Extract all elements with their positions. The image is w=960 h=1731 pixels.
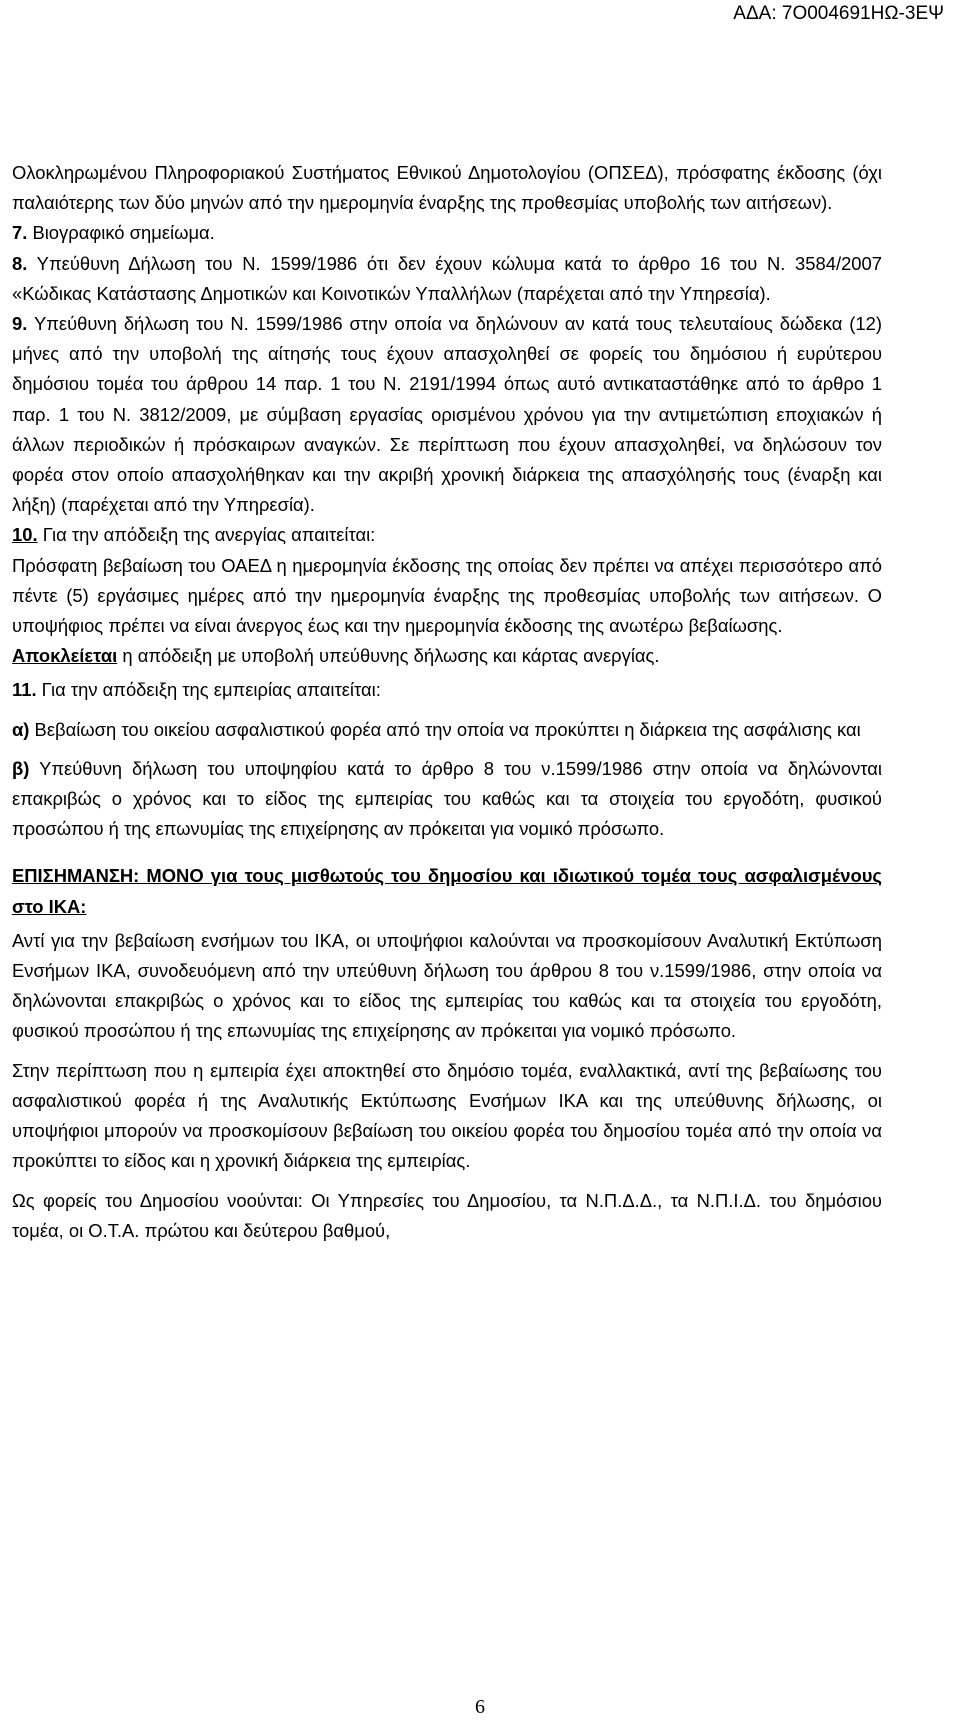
- item-number: 7.: [12, 222, 28, 244]
- paragraph-text: Ως φορείς του Δημοσίου νοούνται: Οι Υπηρεσίες του Δημοσίου, τα Ν.Π.Δ.Δ., τα Ν.Π.Ι.Δ. του δημόσιου τομέα, οι Ο.Τ.Α. πρώτου και δεύτερου βαθμού,: [12, 1189, 882, 1241]
- paragraph: [12, 926, 882, 1047]
- document-id: ΑΔΑ: 7Ο004691ΗΩ-3ΕΨ: [733, 3, 944, 24]
- item-number: 10.: [12, 524, 38, 546]
- item-number: 8.: [12, 252, 28, 274]
- item-text: Για την απόδειξη της εμπειρίας απαιτείται:: [36, 679, 381, 701]
- paragraph-text: Ολοκληρωμένου Πληροφοριακού Συστήματος Εθνικού Δημοτολογίου (ΟΠΣΕΔ), πρόσφατης έκδοσης (όχι παλαιότερης των δύο μηνών από την ημερομηνία έναρξης της προθεσμίας υποβολής των αιτήσεων).: [12, 162, 882, 214]
- item-number: 11.: [12, 679, 37, 701]
- paragraph: [12, 158, 882, 218]
- list-item-9: [12, 309, 882, 520]
- item-text: Για την απόδειξη της ανεργίας απαιτείται:: [37, 524, 376, 546]
- paragraph-text: η απόδειξη με υποβολή υπεύθυνης δήλωσης και κάρτας ανεργίας.: [117, 645, 660, 667]
- paragraph: [12, 1186, 882, 1246]
- emphasis-lead: Αποκλείεται: [12, 645, 118, 667]
- notice-heading: [12, 861, 882, 921]
- item-number: 9.: [12, 313, 28, 335]
- item-text: Υπεύθυνη δήλωση του υποψηφίου κατά το άρθρο 8 του ν.1599/1986 στην οποία να δηλώνονται επακριβώς ο χρόνος και το είδος της εμπειρίας του καθώς και τα στοιχεία του εργοδότη, φυσικού προσώπου ή της επωνυμίας της επιχείρησης αν πρόκειται για νομικό πρόσωπο.: [12, 757, 882, 840]
- paragraph: [12, 641, 882, 671]
- paragraph: [12, 1056, 882, 1177]
- notice-heading-text: ΕΠΙΣΗΜΑΝΣΗ: ΜΟΝΟ για τους μισθωτούς του δημοσίου και ιδιωτικού τομέα τους ασφαλισμένους στο ΙΚΑ:: [12, 865, 882, 917]
- item-number: β): [12, 757, 30, 779]
- page-number: 6: [475, 1696, 485, 1718]
- item-text: Υπεύθυνη Δήλωση του Ν. 1599/1986 ότι δεν έχουν κώλυμα κατά το άρθρο 16 του Ν. 3584/2007 «Κώδικας Κατάστασης Δημοτικών και Κοινοτικών Υπαλλήλων (παρέχεται από την Υπηρεσία).: [12, 252, 882, 304]
- list-item-8: [12, 249, 882, 309]
- item-text: Υπεύθυνη δήλωση του Ν. 1599/1986 στην οποία να δηλώνουν αν κατά τους τελευταίους δώδεκα (12) μήνες από την υποβολή της αίτησής τους έχουν απασχοληθεί σε φορείς του δημόσιου ή ευρύτερου δημόσιου τομέα του άρθρου 14 παρ. 1 του Ν. 2191/1994 όπως αυτό αντικαταστάθηκε από το άρθρο 1 παρ. 1 του Ν. 3812/2009, με σύμβαση εργασίας ορισμένου χρόνου για την αντιμετώπιση εποχιακών ή άλλων περιοδικών ή πρόσκαιρων αναγκών. Σε περίπτωση που έχουν απασχοληθεί, να δηλώσουν τον φορέα στον οποίο απασχολήθηκαν και την ακριβή χρονική διάρκεια της απασχόλησής τους (έναρξη και λήξη) (παρέχεται από την Υπηρεσία).: [12, 313, 882, 516]
- item-number: α): [12, 718, 30, 740]
- item-text: Βεβαίωση του οικείου ασφαλιστικού φορέα από την οποία να προκύπτει η διάρκεια της ασφάλισης και: [29, 718, 861, 740]
- document-body: [12, 158, 882, 1246]
- list-item-7: [12, 218, 882, 248]
- paragraph-text: Στην περίπτωση που η εμπειρία έχει αποκτηθεί στο δημόσιο τομέα, εναλλακτικά, αντί της βεβαίωσης του ασφαλιστικού φορέα ή της Αναλυτικής Εκτύπωσης Ενσήμων ΙΚΑ και της υπεύθυνης δήλωσης, οι υποψήφιοι μπορούν να προσκομίσουν βεβαίωση του οικείου φορέα του δημοσίου τομέα από την οποία να προκύπτει το είδος και η χρονική διάρκεια της εμπειρίας.: [12, 1059, 882, 1172]
- sub-item-a: [12, 715, 882, 745]
- item-text: Βιογραφικό σημείωμα.: [27, 222, 215, 244]
- paragraph-text: Αντί για την βεβαίωση ενσήμων του ΙΚΑ, οι υποψήφιοι καλούνται να προσκομίσουν Αναλυτική Εκτύπωση Ενσήμων ΙΚΑ, συνοδευόμενη από την υπεύθυνη δήλωση του άρθρου 8 του ν.1599/1986, στην οποία να δηλώνονται επακριβώς ο χρόνος και το είδος της εμπειρίας του καθώς και τα στοιχεία του εργοδότη, φυσικού προσώπου ή της επωνυμίας της επιχείρησης αν πρόκειται για νομικό πρόσωπο.: [12, 929, 882, 1042]
- sub-item-b: [12, 754, 882, 845]
- paragraph-text: Πρόσφατη βεβαίωση του ΟΑΕΔ η ημερομηνία έκδοσης της οποίας δεν πρέπει να απέχει περισσότερο από πέντε (5) εργάσιμες ημέρες από την ημερομηνία έναρξης της προθεσμίας υποβολής των αιτήσεων. Ο υποψήφιος πρέπει να είναι άνεργος έως και την ημερομηνία έκδοσης της ανωτέρω βεβαίωσης.: [12, 554, 882, 637]
- list-item-10: [12, 520, 882, 550]
- list-item-11: [12, 675, 882, 705]
- paragraph: [12, 551, 882, 642]
